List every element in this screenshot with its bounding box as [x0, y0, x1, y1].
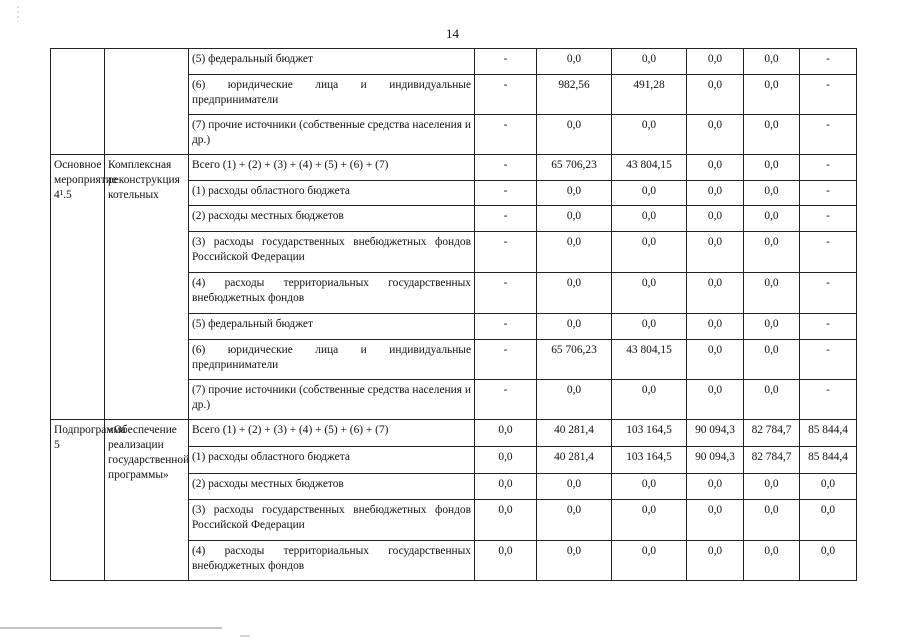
value-cell: 0,0 [537, 232, 612, 273]
value-cell: 0,0 [475, 541, 537, 581]
value-cell: 0,0 [612, 541, 687, 581]
funding-source: (4) расходы территориальных государственных внебюджетных фондов [189, 273, 475, 314]
value-cell: - [475, 314, 537, 340]
value-cell: - [475, 115, 537, 155]
funding-source: Всего (1) + (2) + (3) + (4) + (5) + (6) + (7) [189, 155, 475, 181]
value-cell: 103 164,5 [612, 447, 687, 474]
value-cell: 40 281,4 [537, 420, 612, 447]
value-cell: 0,0 [537, 380, 612, 420]
value-cell: 85 844,4 [800, 447, 857, 474]
value-cell: 0,0 [475, 420, 537, 447]
value-cell: - [475, 49, 537, 75]
value-cell: - [800, 314, 857, 340]
value-cell: 0,0 [537, 500, 612, 541]
table-row [51, 49, 857, 75]
table-body [51, 49, 857, 581]
value-cell: 0,0 [687, 380, 744, 420]
value-cell: 0,0 [744, 232, 800, 273]
value-cell: 0,0 [687, 273, 744, 314]
funding-source: (2) расходы местных бюджетов [189, 206, 475, 232]
group-name: Комплексная реконструкция котельных [105, 155, 189, 420]
value-cell: 0,0 [612, 273, 687, 314]
value-cell: - [475, 181, 537, 206]
value-cell: 0,0 [612, 181, 687, 206]
group-name [105, 49, 189, 155]
value-cell: 40 281,4 [537, 447, 612, 474]
value-cell: 0,0 [744, 500, 800, 541]
value-cell: 0,0 [612, 500, 687, 541]
value-cell: - [475, 273, 537, 314]
value-cell: 0,0 [475, 474, 537, 500]
value-cell: 0,0 [687, 115, 744, 155]
value-cell: 82 784,7 [744, 447, 800, 474]
value-cell: 0,0 [537, 474, 612, 500]
value-cell: 0,0 [687, 49, 744, 75]
value-cell: 65 706,23 [537, 155, 612, 181]
value-cell: 82 784,7 [744, 420, 800, 447]
funding-source: (1) расходы областного бюджета [189, 181, 475, 206]
value-cell: - [800, 181, 857, 206]
value-cell: 90 094,3 [687, 420, 744, 447]
table-row [51, 155, 857, 181]
value-cell: 0,0 [744, 314, 800, 340]
value-cell: - [475, 155, 537, 181]
value-cell: 0,0 [744, 380, 800, 420]
value-cell: 65 706,23 [537, 340, 612, 380]
value-cell: 0,0 [744, 75, 800, 115]
value-cell: 0,0 [744, 340, 800, 380]
group-label [51, 49, 105, 155]
value-cell: - [800, 75, 857, 115]
value-cell: 0,0 [744, 541, 800, 581]
funding-source: (5) федеральный бюджет [189, 49, 475, 75]
value-cell: 0,0 [612, 380, 687, 420]
funding-source: (6) юридические лица и индивидуальные предприниматели [189, 75, 475, 115]
value-cell: 0,0 [537, 314, 612, 340]
value-cell: 0,0 [537, 181, 612, 206]
value-cell: 0,0 [687, 340, 744, 380]
value-cell: 0,0 [537, 115, 612, 155]
value-cell: - [475, 340, 537, 380]
value-cell: - [800, 115, 857, 155]
value-cell: 0,0 [800, 541, 857, 581]
value-cell: 0,0 [687, 541, 744, 581]
value-cell: 0,0 [475, 500, 537, 541]
value-cell: - [800, 273, 857, 314]
value-cell: 0,0 [744, 474, 800, 500]
table-row [51, 420, 857, 447]
value-cell: 982,56 [537, 75, 612, 115]
value-cell: 0,0 [612, 474, 687, 500]
budget-table [50, 48, 857, 581]
value-cell: 90 094,3 [687, 447, 744, 474]
value-cell: 43 804,15 [612, 155, 687, 181]
funding-source: (3) расходы государственных внебюджетных фондов Российской Федерации [189, 232, 475, 273]
value-cell: 0,0 [687, 500, 744, 541]
value-cell: 0,0 [687, 474, 744, 500]
value-cell: 0,0 [744, 206, 800, 232]
value-cell: 0,0 [744, 155, 800, 181]
value-cell: 0,0 [744, 49, 800, 75]
value-cell: 0,0 [537, 273, 612, 314]
funding-source: (2) расходы местных бюджетов [189, 474, 475, 500]
value-cell: 103 164,5 [612, 420, 687, 447]
value-cell: 0,0 [744, 181, 800, 206]
value-cell: 0,0 [687, 206, 744, 232]
value-cell: - [800, 49, 857, 75]
group-name: «Обеспечение реализации государственной программы» [105, 420, 189, 581]
value-cell: - [475, 75, 537, 115]
page-number: 14 [446, 26, 459, 41]
value-cell: 0,0 [537, 206, 612, 232]
value-cell: - [800, 340, 857, 380]
funding-source: (6) юридические лица и индивидуальные предприниматели [189, 340, 475, 380]
funding-source: (7) прочие источники (собственные средства населения и др.) [189, 380, 475, 420]
value-cell: 0,0 [612, 115, 687, 155]
group-label: Подпрограмма 5 [51, 420, 105, 581]
value-cell: - [475, 232, 537, 273]
funding-source: (4) расходы территориальных государственных внебюджетных фондов [189, 541, 475, 581]
value-cell: 0,0 [612, 49, 687, 75]
funding-source: (7) прочие источники (собственные средства населения и др.) [189, 115, 475, 155]
value-cell: - [800, 232, 857, 273]
value-cell: 0,0 [612, 232, 687, 273]
value-cell: 43 804,15 [612, 340, 687, 380]
value-cell: 85 844,4 [800, 420, 857, 447]
value-cell: - [475, 206, 537, 232]
value-cell: 0,0 [537, 49, 612, 75]
value-cell: - [800, 380, 857, 420]
value-cell: - [475, 380, 537, 420]
value-cell: 0,0 [800, 474, 857, 500]
funding-source: (5) федеральный бюджет [189, 314, 475, 340]
value-cell: 0,0 [687, 75, 744, 115]
value-cell: 0,0 [475, 447, 537, 474]
value-cell: 0,0 [744, 273, 800, 314]
funding-source: (3) расходы государственных внебюджетных фондов Российской Федерации [189, 500, 475, 541]
value-cell: - [800, 155, 857, 181]
value-cell: 0,0 [687, 155, 744, 181]
value-cell: 0,0 [612, 206, 687, 232]
value-cell: 0,0 [537, 541, 612, 581]
value-cell: 491,28 [612, 75, 687, 115]
funding-source: Всего (1) + (2) + (3) + (4) + (5) + (6) + (7) [189, 420, 475, 447]
value-cell: 0,0 [687, 181, 744, 206]
value-cell: 0,0 [687, 314, 744, 340]
value-cell: 0,0 [687, 232, 744, 273]
funding-source: (1) расходы областного бюджета [189, 447, 475, 474]
value-cell: 0,0 [800, 500, 857, 541]
value-cell: 0,0 [612, 314, 687, 340]
value-cell: - [800, 206, 857, 232]
value-cell: 0,0 [744, 115, 800, 155]
group-label: Основное мероприятие 4¹.5 [51, 155, 105, 420]
